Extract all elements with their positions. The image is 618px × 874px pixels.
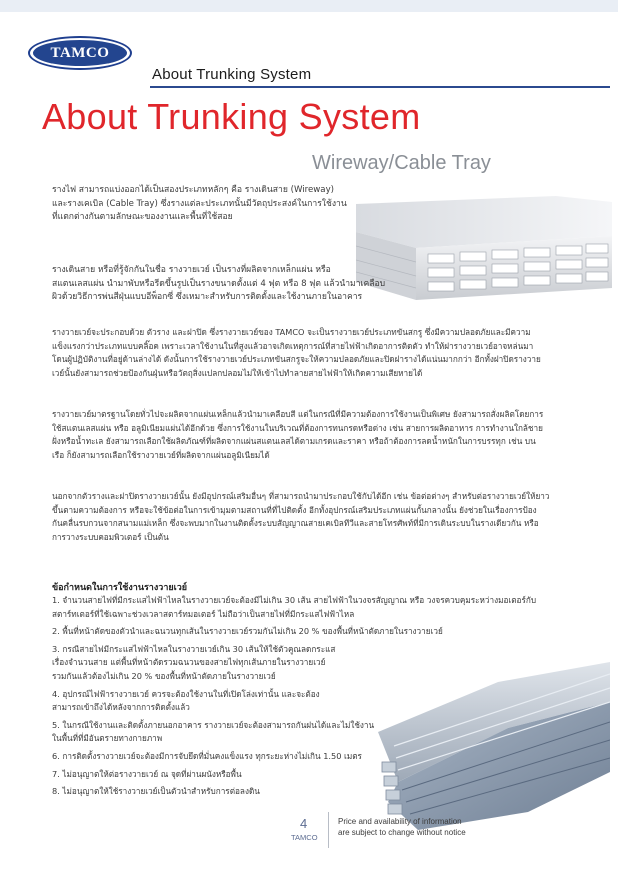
text-line: ที่แตกต่างกันตามลักษณะของงานและพื้นที่ใช้สอย [52, 212, 233, 223]
text-line: รางวายเวย์จะประกอบด้วย ตัวราง และฝาปิด ซึ่งรางวายเวย์ของ TAMCO จะเป็นรางวายเวย์ประเภทขันสกรู ซึ่งมีความปลอดภัยและมีความ [52, 327, 531, 337]
list-item-cont: สามารถเข้าถึงได้หลังจากการติดตั้งแล้ว [52, 702, 190, 713]
requirements-heading: ข้อกำหนดในการใช้งานรางวายเวย์ [52, 583, 188, 593]
page-subtitle: Wireway/Cable Tray [312, 152, 491, 174]
list-item: 7. ไม่อนุญาตให้ต่อรางวายเวย์ ณ จุดที่ผ่านผนังหรือพื้น [52, 768, 242, 779]
logo-oval [33, 40, 127, 66]
list-item: 1. จำนวนสายไฟที่มีกระแสไฟฟ้าไหลในรางวายเวย์จะต้องมีไม่เกิน 30 เส้น สายไฟฟ้าในวงจรสัญญาณ หรือ วงจรควบคุมระหว่างมอเตอร์กับ [52, 595, 537, 605]
text-line: ฝั่งหรือน้ำทะเล ยังสามารถเลือกใช้ผลิตภัณฑ์ที่ผลิตจากแผ่นสแตนเลสได้ตามเกรดและราคา หรือถ้าต้องการลดน้ำหนักในการบรรทุก เช่น บน [52, 436, 536, 447]
paragraph-intro [52, 184, 347, 225]
list-item-cont: รวมกันแล้วต้องไม่เกิน 20 % ของพื้นที่หน้าตัดภายในรางวายเวย์ [52, 670, 276, 681]
list-item: 6. การติดตั้งรางวายเวย์จะต้องมีการจับยึดที่มั่นคงแข็งแรง ทุกระยะห่างไม่เกิน 1.50 เมตร [52, 750, 362, 761]
text-line: แข็งแรงกว่าประเภทแบบคลิ๊อค เพราะเวลาใช้งานในที่สูงแล้วอาจเกิดเหตุการณ์ที่สายไฟฟ้าเกิดอาการติดตัว ทำให้ฝารางวายเวย์อาจหล่นมา [52, 340, 534, 351]
list-item: 3. กรณีสายไฟมีกระแสไฟฟ้าไหลในรางวายเวย์เกิน 30 เส้นให้ใช้ตัวคูณลดกระแส [52, 643, 336, 654]
footer-note-line: Price and availability of information [338, 817, 462, 826]
footer-note-line: are subject to change without notice [338, 827, 466, 837]
list-item: 4. อุปกรณ์ไฟฟ้ารางวายเวย์ ควรจะต้องใช้งานในที่เปิดโล่งเท่านั้น และจะต้อง [52, 688, 320, 699]
text-line: กันคลื่นรบกวนจากสนามแม่เหล็ก ซึ่งจะพบมากในงานติดตั้งระบบสัญญาณสายเคเบิลทีวีและสายโทรศัพท์ที่มีการเดินระบบในรางเดียวกัน หรือ [52, 518, 539, 529]
footer-note [338, 817, 466, 838]
trunking-image [378, 662, 610, 830]
header-title: About Trunking System [152, 66, 312, 83]
paragraph-accessories [52, 490, 576, 544]
list-item-cont: สตาร์ทเตอร์ที่ใช้เฉพาะช่วงเวลาสตาร์ทมอเตอร์ ไม่ถือว่าเป็นสายไฟที่มีกระแสไฟฟ้าไหล [52, 608, 355, 619]
text-line: การวางระบบคอมพิวเตอร์ เป็นต้น [52, 531, 169, 542]
list-item-cont: ในพื้นที่ที่มีอันตรายทางกายภาพ [52, 733, 163, 744]
paragraph-structure [52, 326, 576, 380]
tamco-logo [28, 36, 132, 70]
top-band [0, 0, 618, 12]
paragraph-wireway [52, 264, 385, 305]
list-item: 8. ไม่อนุญาตให้ใช้รางวายเวย์เป็นตัวนำสำหรับการต่อลงดิน [52, 786, 260, 797]
text-line: รางวายเวย์มาตรฐานโดยทั่วไปจะผลิตจากแผ่นเหล็กแล้วนำมาเคลือบสี แต่ในกรณีที่มีความต้องการใช้งานเป็นพิเศษ ยังสามารถสั่งผลิตโดยการ [52, 409, 544, 419]
list-item: 2. พื้นที่หน้าตัดของตัวนำและฉนวนทุกเส้นในรางวายเวย์รวมกันไม่เกิน 20 % ของพื้นที่หน้าตัดภายในรางวายเวย์ [52, 626, 443, 637]
logo-text: TAMCO [50, 44, 110, 61]
text-line: ใช้สแตนเลสแผ่น หรือ อลูมิเนียมแผ่นได้อีกด้วย ซึ่งการใช้งานในบริเวณที่ต้องการทนกรดหรือด่าง เช่น สายการผลิตอาหาร การทำงานใกล้ชาย [52, 422, 543, 433]
cable-tray-image [356, 196, 612, 302]
text-line: นอกจากตัวรางและฝาปิดรางวายเวย์นั้น ยังมีอุปกรณ์เสริมอื่นๆ ที่สามารถนำมาประกอบใช้กับได้อีก เช่น ข้อต่อต่างๆ สำหรับต่อรางวายเวย์ให้ยาว [52, 491, 550, 501]
text-line: โดนผู้ปฏิบัติงานที่อยู่ด้านล่างได้ ดังนั้นการใช้รางวายเวย์ประเภทขันสกรูจะให้ความปลอดภัยและปิดฝารางได้แน่นมากกว่า อีกทั้งฝาปิดรางวาย [52, 354, 541, 365]
text-line: เวย์นั้นยังสามารถช่วยป้องกันฝุ่นหรือวัตถุสิ่งแปลกปลอมไม่ให้เข้าไปทำลายสายไฟฟ้าให้เกิดความเสียหายได้ [52, 367, 423, 378]
text-line: ผิวด้วยวิธีการพ่นสีฝุ่นแบบอีพ็อกซี่ ซึ่งเหมาะสำหรับการติดตั้งและใช้งานภายในอาคาร [52, 292, 363, 303]
text-line: รางเดินสาย หรือที่รู้จักกันในชื่อ รางวายเวย์ เป็นรางที่ผลิตจากเหล็กแผ่น หรือ [52, 265, 331, 275]
list-item: 5. ในกรณีใช้งานและติดตั้งภายนอกอาคาร รางวายเวย์จะต้องสามารถกันฝนได้และไม่ใช้งาน [52, 719, 375, 730]
footer-brand: TAMCO [291, 833, 318, 842]
page-title: About Trunking System [42, 96, 421, 137]
footer-divider [328, 812, 329, 848]
text-line: สแตนเลสแผ่น นำมาพับหรือรีดขึ้นรูปเป็นรางขนาดตั้งแต่ 4 ฟุต หรือ 8 ฟุต แล้วนำมาเคลือบ [52, 278, 386, 289]
list-item-cont: เรื่องจำนวนสาย แต่พื้นที่หน้าตัดรวมฉนวนของสายไฟทุกเส้นภายในรางวายเวย์ [52, 657, 326, 668]
header-rule [150, 86, 610, 88]
text-line: ขึ้นตามความต้องการ หรือจะใช้ข้อต่อในการเข้ามุมตามสถานที่ที่ไปติดตั้ง อีกทั้งอุปกรณ์เสริมประเภทแผ่นกั้นกลางนั้น ยังช่วยในเรื่องการป้อง [52, 504, 537, 515]
text-line: รางไฟ สามารถแบ่งออกได้เป็นสองประเภทหลักๆ คือ รางเดินสาย (Wireway) [52, 185, 335, 195]
text-line: เรือ ก็ยังสามารถเลือกใช้รางวายเวย์ที่ผลิตจากแผ่นอลูมิเนียมได้ [52, 449, 270, 460]
paragraph-material [52, 408, 576, 462]
text-line: และรางเคเบิล (Cable Tray) ซึ่งรางแต่ละประเภทนั้นมีวัตถุประสงค์ในการใช้งาน [52, 198, 347, 209]
page-number: 4 [300, 816, 308, 831]
